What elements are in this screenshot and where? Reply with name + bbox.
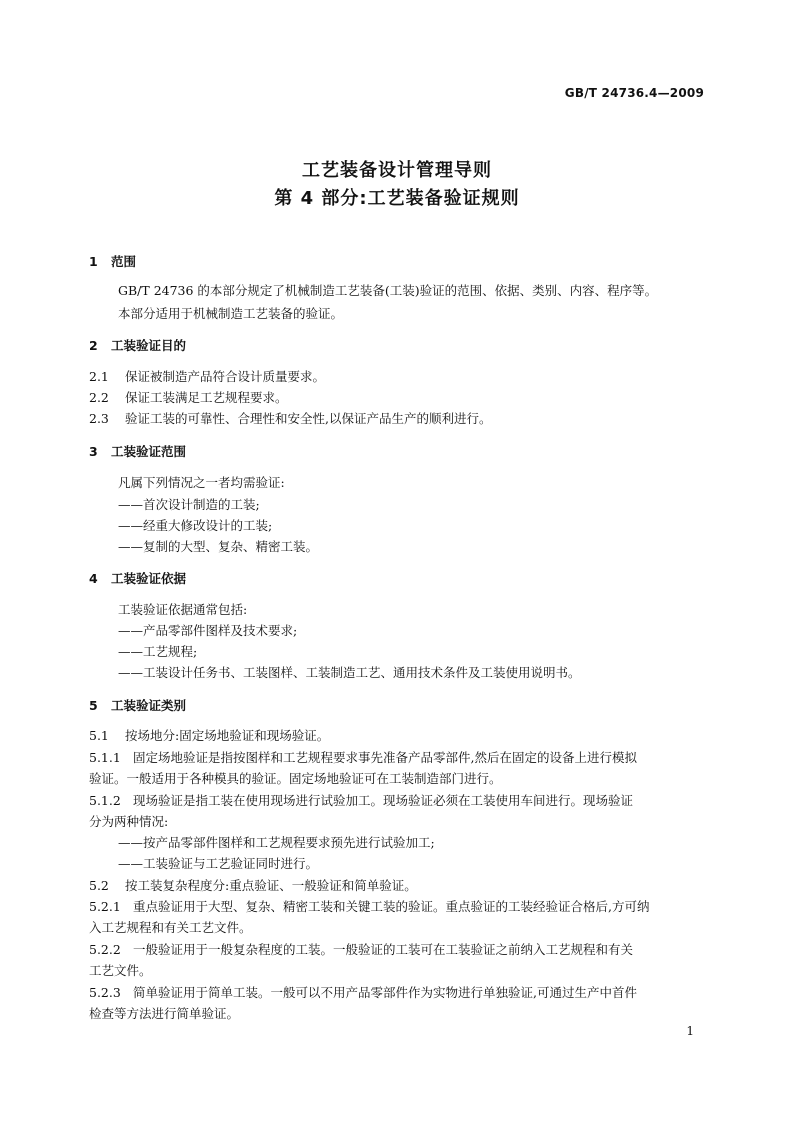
clause: [89, 983, 637, 1001]
clause-number: 5.1.1: [89, 750, 121, 765]
page-number: 1: [686, 1024, 694, 1038]
list-item-text: 首次设计制造的工装;: [143, 497, 260, 512]
section-title: 工装验证目的: [111, 338, 187, 353]
list-item-text: 经重大修改设计的工装;: [143, 518, 273, 533]
dash-bullet: ——: [118, 644, 143, 659]
list-item-text: 按产品零部件图样和工艺规程要求预先进行试验加工;: [143, 835, 435, 850]
clause-text: 按场地分:固定场地验证和现场验证。: [125, 728, 330, 743]
clause: [89, 409, 491, 427]
clause-continuation: 检查等方法进行简单验证。: [89, 1006, 240, 1021]
clause-text: 现场验证是指工装在使用现场进行试验加工。现场验证必须在工装使用车间进行。现场验证: [133, 793, 634, 808]
section-3-heading: [89, 442, 186, 460]
list-item: [118, 537, 318, 555]
paragraph: GB/T 24736 的本部分规定了机械制造工艺装备(工装)验证的范围、依据、类别、内容、程序等。: [118, 283, 658, 298]
list-item: [118, 833, 435, 851]
list-item: [118, 854, 318, 872]
clause-number: 5.2.1: [89, 899, 121, 914]
list-item-text: 工装设计任务书、工装图样、工装制造工艺、通用技术条件及工装使用说明书。: [143, 665, 581, 680]
clause-number: 2.3: [89, 411, 109, 426]
dash-bullet: ——: [118, 518, 143, 533]
clause: [89, 791, 633, 809]
clause: [89, 748, 637, 766]
clause-text: 一般验证用于一般复杂程度的工装。一般验证的工装可在工装验证之前纳入工艺规程和有关: [133, 942, 634, 957]
list-item: [118, 495, 260, 513]
section-5-heading: [89, 696, 186, 714]
list-item: [118, 621, 297, 639]
clause-number: 2.2: [89, 390, 109, 405]
section-number: 3: [89, 444, 98, 459]
list-item-text: 复制的大型、复杂、精密工装。: [143, 539, 319, 554]
paragraph: 凡属下列情况之一者均需验证:: [118, 475, 285, 490]
list-item: [118, 642, 197, 660]
section-title: 范围: [111, 254, 137, 269]
dash-bullet: ——: [118, 623, 143, 638]
section-number: 4: [89, 571, 98, 586]
section-1-heading: [89, 252, 136, 270]
clause-continuation: 分为两种情况:: [89, 814, 169, 829]
list-item: [118, 663, 581, 681]
clause: [89, 388, 288, 406]
clause: [89, 367, 325, 385]
clause-number: 5.2.3: [89, 985, 121, 1000]
section-2-heading: [89, 336, 186, 354]
list-item-text: 产品零部件图样及技术要求;: [143, 623, 298, 638]
list-item-text: 工艺规程;: [143, 644, 198, 659]
clause: [89, 876, 417, 894]
clause-number: 5.1: [89, 728, 109, 743]
section-number: 2: [89, 338, 98, 353]
clause-continuation: 验证。一般适用于各种模具的验证。固定场地验证可在工装制造部门进行。: [89, 771, 502, 786]
paragraph: 本部分适用于机械制造工艺装备的验证。: [118, 306, 344, 321]
section-4-heading: [89, 569, 186, 587]
section-title: 工装验证依据: [111, 571, 187, 586]
clause-number: 5.1.2: [89, 793, 121, 808]
clause-number: 2.1: [89, 369, 109, 384]
list-item-text: 工装验证与工艺验证同时进行。: [143, 856, 319, 871]
section-number: 5: [89, 698, 98, 713]
clause-number: 5.2: [89, 878, 109, 893]
section-number: 1: [89, 254, 98, 269]
clause-text: 保证被制造产品符合设计质量要求。: [125, 369, 326, 384]
standard-code: GB/T 24736.4—2009: [564, 86, 704, 100]
clause-text: 固定场地验证是指按图样和工艺规程要求事先准备产品零部件,然后在固定的设备上进行模拟: [133, 750, 637, 765]
clause-continuation: 入工艺规程和有关工艺文件。: [89, 920, 252, 935]
dash-bullet: ——: [118, 497, 143, 512]
dash-bullet: ——: [118, 856, 143, 871]
clause-text: 简单验证用于简单工装。一般可以不用产品零部件作为实物进行单独验证,可通过生产中首件: [133, 985, 637, 1000]
clause: [89, 940, 633, 958]
dash-bullet: ——: [118, 539, 143, 554]
dash-bullet: ——: [118, 835, 143, 850]
section-title: 工装验证类别: [111, 698, 187, 713]
dash-bullet: ——: [118, 665, 143, 680]
section-title: 工装验证范围: [111, 444, 187, 459]
clause: [89, 726, 329, 744]
clause-text: 重点验证用于大型、复杂、精密工装和关键工装的验证。重点验证的工装经验证合格后,方可纳: [133, 899, 650, 914]
clause-text: 验证工装的可靠性、合理性和安全性,以保证产品生产的顺利进行。: [125, 411, 492, 426]
paragraph: 工装验证依据通常包括:: [118, 602, 248, 617]
document-title: 工艺装备设计管理导则: [302, 160, 492, 181]
clause-continuation: 工艺文件。: [89, 963, 152, 978]
clause: [89, 897, 649, 915]
clause-text: 按工装复杂程度分:重点验证、一般验证和简单验证。: [125, 878, 417, 893]
clause-number: 5.2.2: [89, 942, 121, 957]
document-subtitle: 第 4 部分:工艺装备验证规则: [274, 188, 520, 209]
clause-text: 保证工装满足工艺规程要求。: [125, 390, 288, 405]
list-item: [118, 516, 272, 534]
